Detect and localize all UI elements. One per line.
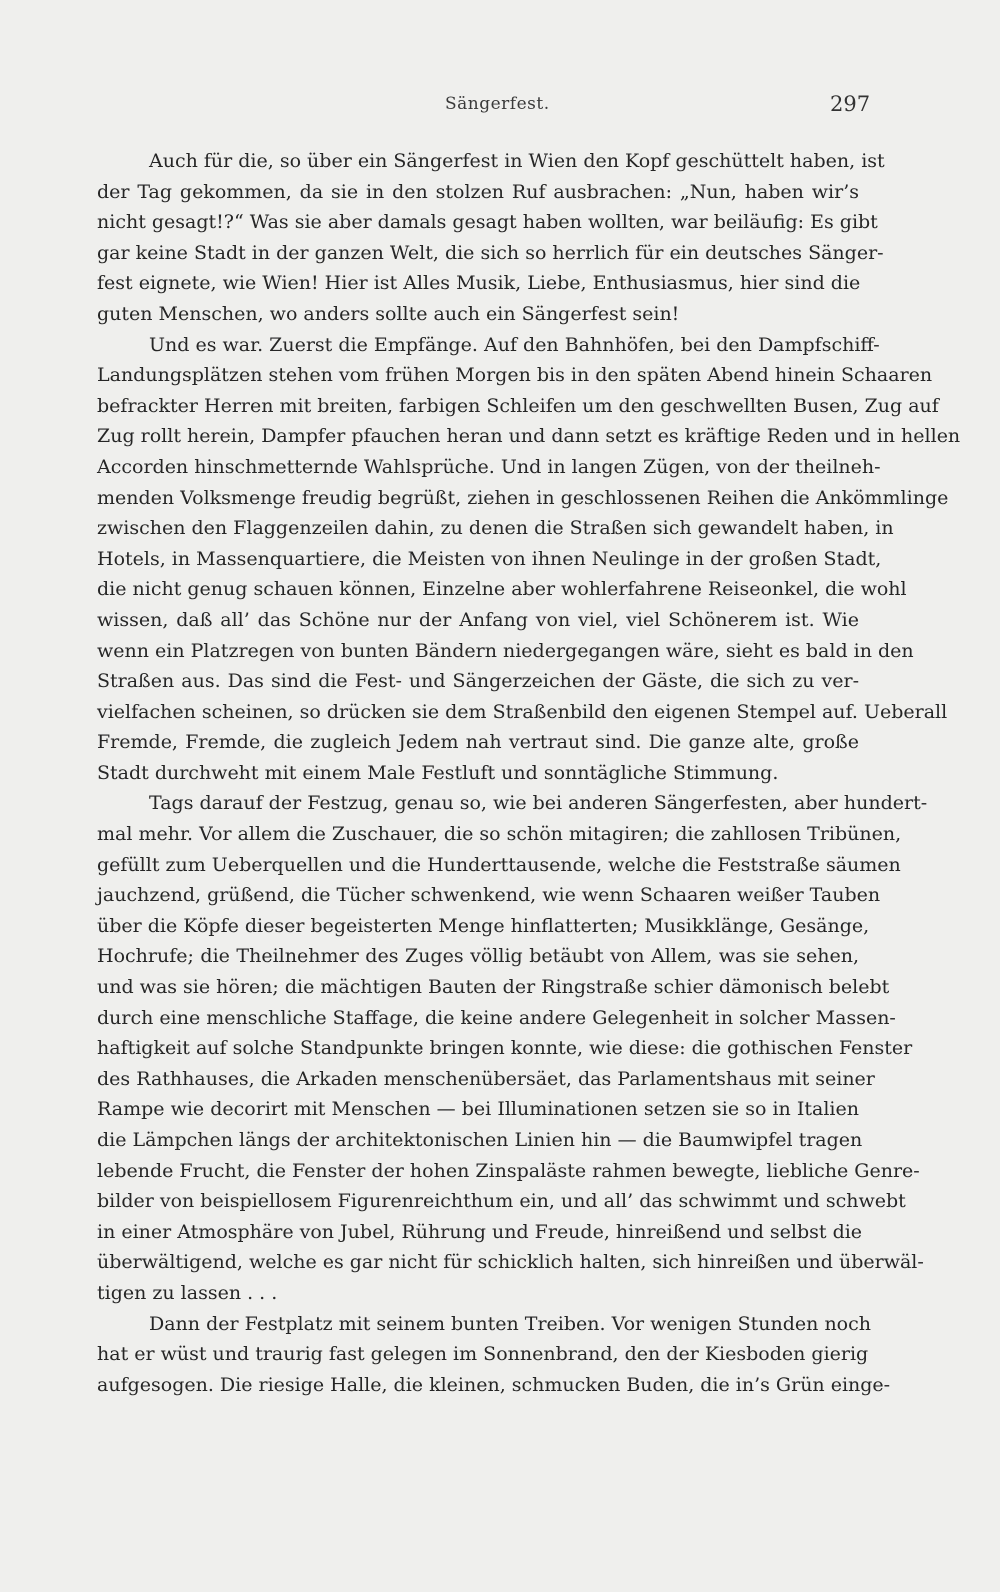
text-line: Hochrufe; die Theilnehmer des Zuges völlig betäubt von Allem, was sie sehen, [97,945,859,968]
text-line: überwältigend, welche es gar nicht für schicklich halten, sich hinreißen und überwäl- [97,1251,924,1274]
text-line: wissen, daß all’ das Schöne nur der Anfang von viel, viel Schönerem ist. Wie [97,608,859,631]
text-line: haftigkeit auf solche Standpunkte bringen konnte, wie diese: die gothischen Fenster [97,1037,913,1060]
text-line: und was sie hören; die mächtigen Bauten der Ringstraße schier dämonisch belebt [97,976,890,999]
text-line: der Tag gekommen, da sie in den stolzen Ruf ausbrachen: „Nun, haben wir’s [97,180,859,203]
text-line: hat er wüst und traurig fast gelegen im Sonnenbrand, den der Kiesboden gierig [97,1343,869,1366]
text-line: jauchzend, grüßend, die Tücher schwenkend, wie wenn Schaaren weißer Tauben [97,884,881,907]
text-line: die nicht genug schauen können, Einzelne aber wohlerfahrene Reiseonkel, die wohl [97,578,907,601]
text-line: Straßen aus. Das sind die Fest- und Sängerzeichen der Gäste, die sich zu ver- [97,670,859,693]
text-line: befrackter Herren mit breiten, farbigen Schleifen um den geschwellten Busen, Zug auf [97,394,939,417]
text-line: zwischen den Flaggenzeilen dahin, zu denen die Straßen sich gewandelt haben, in [97,517,894,540]
text-line: aufgesogen. Die riesige Halle, die kleinen, schmucken Buden, die in’s Grün einge- [97,1373,891,1396]
text-line: Und es war. Zuerst die Empfänge. Auf den Bahnhöfen, bei den Dampfschiff- [149,333,880,356]
text-line: menden Volksmenge freudig begrüßt, ziehen in geschlossenen Reihen die Ankömmlinge [97,486,949,509]
text-line: gefüllt zum Ueberquellen und die Hunderttausende, welche die Feststraße säumen [97,853,901,876]
text-line: lebende Frucht, die Fenster der hohen Zinspaläste rahmen bewegte, liebliche Genre- [97,1159,920,1182]
text-line: fest eignete, wie Wien! Hier ist Alles Musik, Liebe, Enthusiasmus, hier sind die [97,272,861,295]
body-text [97,146,961,1400]
text-line: Auch für die, so über ein Sängerfest in Wien den Kopf geschüttelt haben, ist [149,150,885,172]
text-line: Landungsplätzen stehen vom frühen Morgen bis in den späten Abend hinein Schaaren [97,364,933,387]
text-line: nicht gesagt!?“ Was sie aber damals gesagt haben wollten, war beiläufig: Es gibt [97,211,878,234]
running-title: Sängerfest. [445,94,550,114]
text-line: vielfachen scheinen, so drücken sie dem Straßenbild den eigenen Stempel auf. Ueberall [97,700,948,723]
text-line: tigen zu lassen . . . [97,1281,278,1304]
text-line: Rampe wie decorirt mit Menschen — bei Illuminationen setzen sie so in Italien [97,1098,859,1121]
text-line: wenn ein Platzregen von bunten Bändern niedergegangen wäre, sieht es bald in den [97,639,914,662]
text-line: Accorden hinschmetternde Wahlsprüche. Und in langen Zügen, von der theilneh- [97,455,881,478]
text-line: Dann der Festplatz mit seinem bunten Treiben. Vor wenigen Stunden noch [149,1312,871,1335]
text-line: Hotels, in Massenquartiere, die Meisten von ihnen Neulinge in der großen Stadt, [97,547,882,570]
text-line: bilder von beispiellosem Figurenreichthum ein, und all’ das schwimmt und schwebt [97,1190,906,1213]
text-line: gar keine Stadt in der ganzen Welt, die sich so herrlich für ein deutsches Sänger- [97,241,884,264]
page-number: 297 [830,92,871,116]
text-line: durch eine menschliche Staffage, die keine andere Gelegenheit in solcher Massen- [97,1006,896,1029]
text-line: Zug rollt herein, Dampfer pfauchen heran und dann setzt es kräftige Reden und in hellen [97,425,961,448]
text-line: Fremde, Fremde, die zugleich Jedem nah vertraut sind. Die ganze alte, große [97,731,859,754]
text-line: über die Köpfe dieser begeisterten Menge hinflatterten; Musikklänge, Gesänge, [97,914,870,937]
text-line: Stadt durchweht mit einem Male Festluft und sonntägliche Stimmung. [97,761,779,784]
text-line: die Lämpchen längs der architektonischen Linien hin — die Baumwipfel tragen [97,1129,863,1151]
text-line: guten Menschen, wo anders sollte auch ein Sängerfest sein! [97,302,680,325]
text-line: in einer Atmosphäre von Jubel, Rührung und Freude, hinreißend und selbst die [97,1220,863,1243]
text-line: mal mehr. Vor allem die Zuschauer, die so schön mitagiren; die zahllosen Tribünen, [97,823,902,846]
text-line: des Rathhauses, die Arkaden menschenübersäet, das Parlamentshaus mit seiner [97,1067,875,1090]
text-line: Tags darauf der Festzug, genau so, wie bei anderen Sängerfesten, aber hundert- [149,792,928,815]
